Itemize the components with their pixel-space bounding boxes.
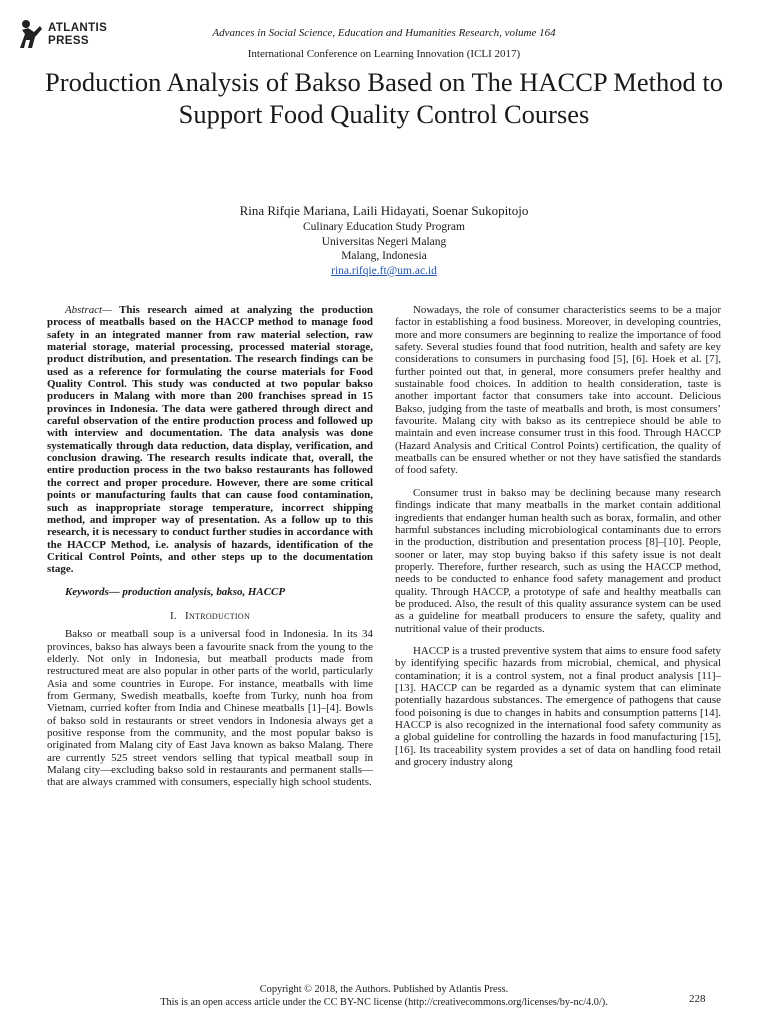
publisher-name-line1: ATLANTIS (48, 22, 108, 34)
left-column (47, 304, 373, 799)
keywords: Keywords— production analysis, bakso, HACCP (65, 585, 285, 598)
section-number: I. (169, 609, 177, 622)
affiliation-program: Culinary Education Study Program (303, 221, 465, 233)
affiliation-city: Malang, Indonesia (341, 250, 427, 263)
page-footer (0, 983, 768, 1009)
body-paragraph-1: Nowadays, the role of consumer characteristics seems to be a major factor in establishing a food business. Moreover, in developing countries, more and more consumers are beginning to realize the importance of food safety. Several studies found that food nutrition, health and safety are key considerations to consumers in purchasing food [5], [6]. Hoek et al. [7], further pointed out that, in general, more consumers prefer healthy and sustainable food choices. In addition to health consideration, taste is another important factor that consumers take into account. Delicious Bakso, judging from the taste of meatballs and broth, is most consumers’ favourite. Malang city with bakso as its centrepiece should be able to maintain and even increase consumer trust in this food. Through HACCP (Hazard Analysis and Critical Control Points) certification, the quality of meatballs can be ensured whether or not they have satisfied the standards of food safety. (395, 304, 721, 477)
abstract-label: Abstract— (65, 304, 112, 316)
intro-paragraph-1: Bakso or meatball soup is a universal food in Indonesia. In its 34 provinces, bakso has always been a favourite snack from the young to the elderly. Not only in Indonesia, but meatball products made from restructured meat are also popular in other parts of the world, particularly Asia and some countries in Europe. For instance, meatballs with lime from Germany, Swedish meatballs, koefte from Turky, nunh hoa from Vietnam, curried kofter from India and Chinese meatballs [1]–[4]. Bowls of bakso sold in restaurants or street vendors in Indonesia always get a positive response from the community, and the most popular bakso is originated from Malang city of East Java known as bakso Malang. There are currently 525 street vendors selling that typical meatball soup in Malang city—excluding bakso sold in restaurants and permanent stalls—that are always crammed with consumers, especially high school students. (47, 628, 373, 789)
journal-header: Advances in Social Science, Education and Humanities Research, volume 164 (212, 27, 556, 39)
section-heading-introduction (47, 610, 373, 622)
author-list: Rina Rifqie Mariana, Laili Hidayati, Soenar Sukopitojo (239, 203, 529, 218)
publisher-name-line2: PRESS (48, 35, 89, 47)
body-paragraph-3: HACCP is a trusted preventive system that aims to ensure food safety by identifying specific hazards from microbial, chemical, and physical contamination; it is a control system, not a final product analysis [11]–[13]. HACCP can be regarded as a dynamic system that can eliminate potentially hazardous substances. The emergence of pathogens that cause food poisoning is due to changes in habits and consumption patterns [14]. HACCP is also recognized in the international food safety community as a global guideline for controlling the hazards in food manufacturing [15], [16]. Its traceability system provides a set of data on handling food retail and grocery industry along (395, 644, 721, 769)
paper-title: Production Analysis of Bakso Based on The HACCP Method to Support Food Quality Control Courses (45, 67, 723, 129)
affiliation-university: Universitas Negeri Malang (321, 235, 447, 248)
abstract (47, 304, 373, 576)
right-column (395, 304, 721, 778)
abstract-text: This research aimed at analyzing the production process of meatballs based on the HACCP method to manage food safety in an integrated manner from raw material selection, raw material storage, material processing, processed material storage, product distribution, and presentation. The research findings can be used as a reference for formulating the course materials for Food Quality Control. This study was conducted at two popular bakso producers in Malang with more than 200 franchises spread in 15 provinces in Indonesia. The data were gathered through direct and careful observation of the entire production process and followed up with interview and documentation. The data analysis was done systematically through data reduction, data display, verification, and conclusion drawing. The research results indicate that, overall, the entire production process in the two bakso restaurants has followed the correct and proper procedure. However, there are some critical points or manufacturing faults that can cause food contamination, such as inappropriate storage temperature, incorrect shipping method, and improper way of presentation. As a follow up to this research, it is necessary to conduct further studies in accordance with the HACCP Method, i.e. analysis of hazards, identification of the Critical Control Points, and other steps up to the documentation stage. (47, 304, 373, 576)
page-number: 228 (689, 993, 706, 1005)
affiliation-block (0, 220, 768, 278)
copyright-notice: Copyright © 2018, the Authors. Published by Atlantis Press. (259, 984, 509, 995)
section-title: Introduction (184, 609, 251, 622)
license-notice: This is an open access article under the CC BY-NC license (http://creativecommons.org/licenses/by-nc/4.0/). (160, 997, 608, 1008)
author-email-link[interactable]: rina.rifqie.ft@um.ac.id (331, 264, 437, 277)
conference-header: International Conference on Learning Innovation (ICLI 2017) (247, 48, 521, 60)
body-paragraph-2: Consumer trust in bakso may be declining because many research findings indicate that many meatballs in the market contain additional ingredients that endanger human health such as borax, formalin, and other harmful substances including microbiological contaminants due to errors in the production, distribution and presentation process [8]–[10]. People, sooner or later, may stop buying bakso if this safety issue is not dealt properly. Therefore, further research, such as using the HACCP method, needs to be conducted to enhance food safety management and product quality. Through HACCP, a prototype of safe and healthy meatballs can be produced. Also, the result of this quality assurance system can be used as a guideline for meatball producers to ensure the safety, quality and nutritional value of their products. (395, 486, 721, 635)
